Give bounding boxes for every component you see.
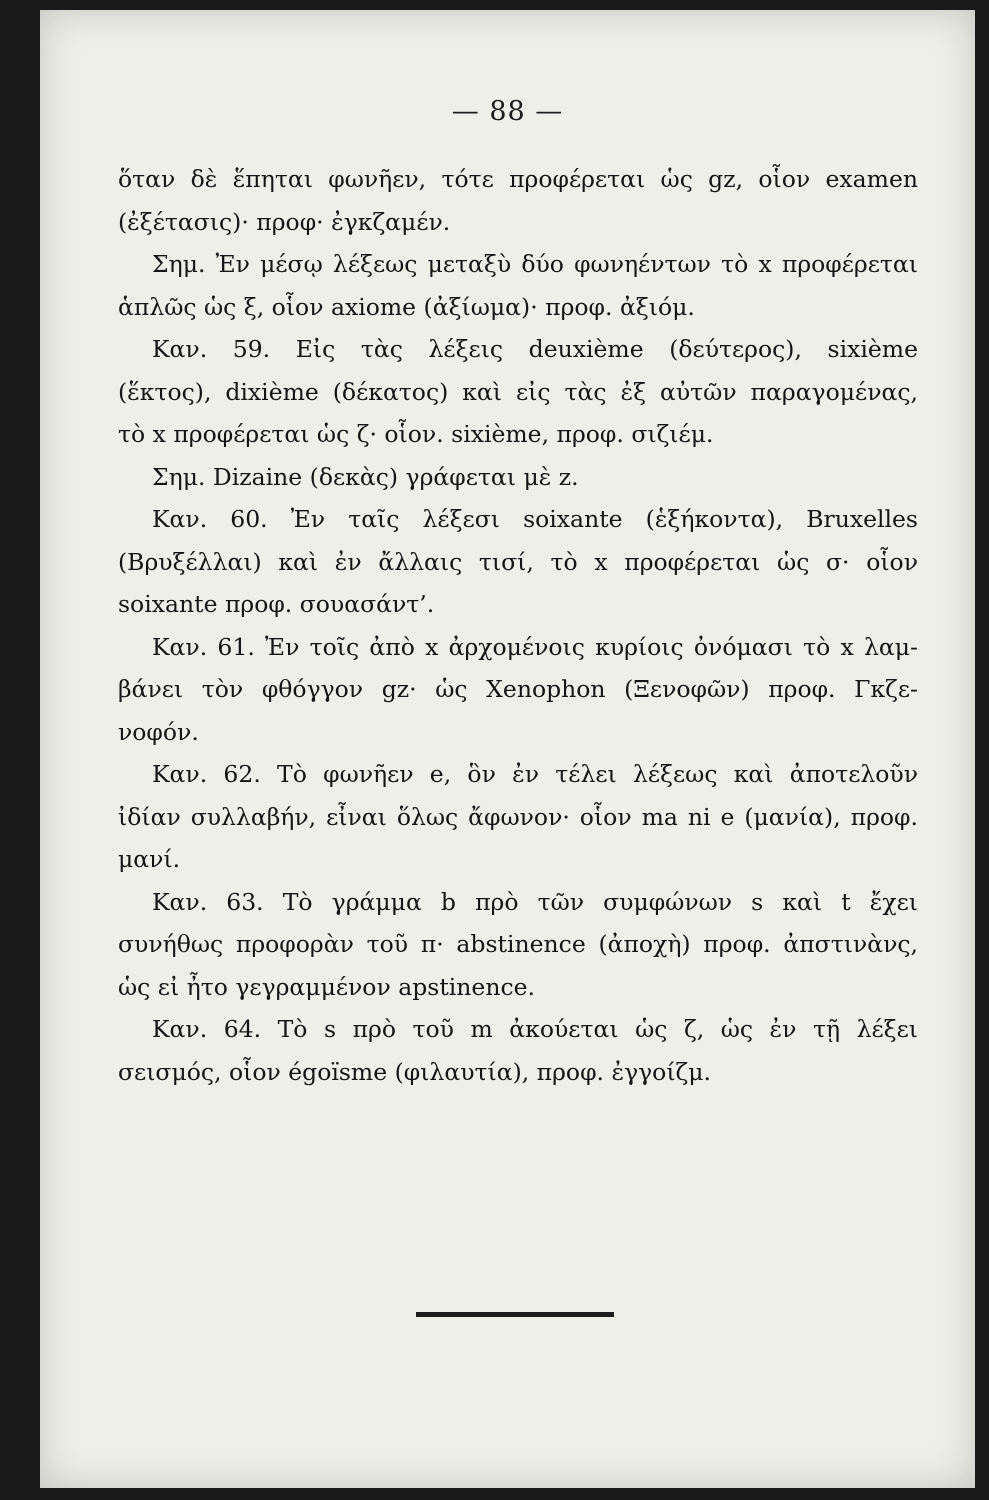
book-page xyxy=(40,10,975,1488)
page-number: — 88 — xyxy=(451,96,564,127)
text-line: βάνει τὸν φθόγγον gz· ὡς Xenophon (Ξενοφῶν) προφ. Γκζε- xyxy=(118,675,918,703)
text-line: ἰδίαν συλλαβήν, εἶναι ὅλως ἄφωνον· οἷον ma ni e (μανία), προφ. xyxy=(118,802,918,831)
text-line: Καν. 59. Εἰς τὰς λέξεις deuxième (δεύτερος), sixième xyxy=(152,335,918,363)
text-line: Σημ. Dizaine (δεκὰς) γράφεται μὲ z. xyxy=(152,462,579,491)
text-line: Καν. 60. Ἐν ταῖς λέξεσι soixante (ἑξήκοντα), Bruxelles xyxy=(152,505,918,533)
text-line: ἁπλῶς ὡς ξ, οἷον axiome (ἀξίωμα)· προφ. ἀξιόμ. xyxy=(118,292,695,321)
text-line: Καν. 63. Τὸ γράμμα b πρὸ τῶν συμφώνων s καὶ t ἔχει xyxy=(152,887,918,916)
text-line: σεισμός, οἷον égoïsme (φιλαυτία), προφ. ἐγγοίζμ. xyxy=(118,1057,712,1086)
text-line: Καν. 61. Ἐν τοῖς ἀπὸ x ἀρχομένοις κυρίοις ὀνόμασι τὸ x λαμ- xyxy=(152,632,918,661)
text-line: συνήθως προφορὰν τοῦ π· abstinence (ἀποχὴ) προφ. ἀπστινὰνς, xyxy=(118,930,918,958)
section-divider-rule xyxy=(416,1312,614,1317)
text-line: (Βρυξέλλαι) καὶ ἐν ἄλλαις τισί, τὸ x προφέρεται ὡς σ· οἷον xyxy=(118,547,918,576)
body-text xyxy=(118,158,918,1093)
text-line: Καν. 64. Τὸ s πρὸ τοῦ m ἀκούεται ὡς ζ, ὡς ἐν τῇ λέξει xyxy=(152,1015,918,1043)
text-line: (ἐξέτασις)· προφ· ἐγκζαμέν. xyxy=(118,207,451,236)
text-line: Καν. 62. Τὸ φωνῆεν e, ὃν ἐν τέλει λέξεως καὶ ἀποτελοῦν xyxy=(152,760,918,788)
text-line: ὡς εἰ ἦτο γεγραμμένον apstinence. xyxy=(118,972,535,1001)
text-line: μανί. xyxy=(118,845,181,873)
text-line: νοφόν. xyxy=(118,717,199,746)
text-line: τὸ x προφέρεται ὡς ζ· οἷον. sixième, προφ. σιζιέμ. xyxy=(118,420,714,448)
text-line: soixante προφ. σουασάντ’. xyxy=(118,590,435,618)
text-line: ὅταν δὲ ἕπηται φωνῆεν, τότε προφέρεται ὡς gz, οἷον examen xyxy=(118,165,918,193)
text-line: Σημ. Ἐν μέσῳ λέξεως μεταξὺ δύο φωνηέντων τὸ x προφέρεται xyxy=(152,250,918,278)
text-line: (ἕκτος), dixième (δέκατος) καὶ εἰς τὰς ἐξ αὐτῶν παραγομένας, xyxy=(118,377,918,406)
